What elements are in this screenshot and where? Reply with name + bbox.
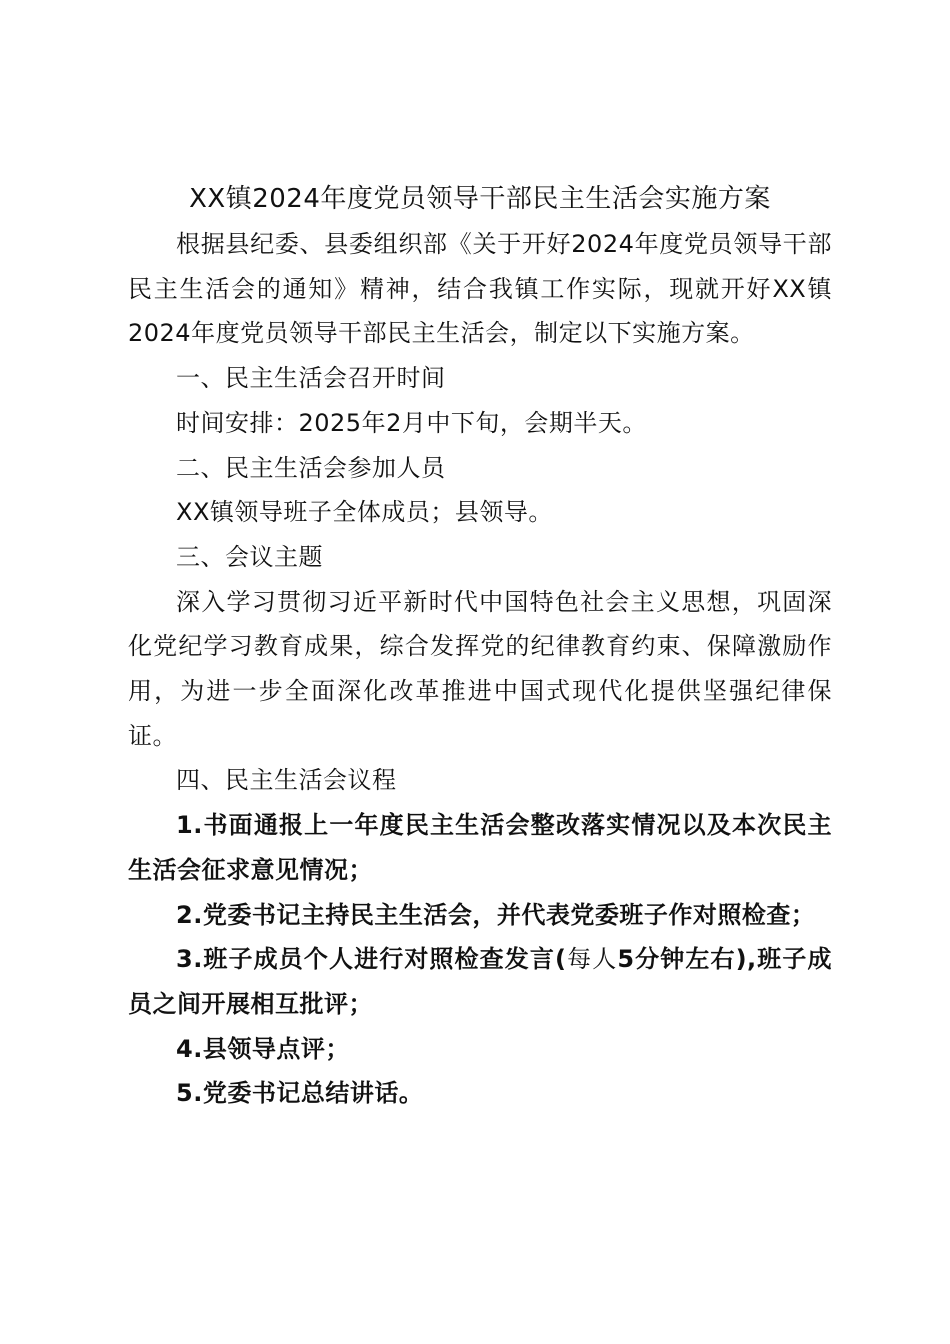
agenda-item-5: 5.党委书记总结讲话。 [176, 1079, 424, 1108]
section-heading-theme: 三、会议主题 [176, 542, 323, 571]
agenda-item-3-paren: 每人 [566, 945, 618, 974]
agenda-item-4: 4.县领导点评； [176, 1034, 350, 1063]
document-title: XX镇2024年度党员领导干部民主生活会实施方案 [189, 184, 771, 214]
section-body-time: 时间安排：2025年2月中下旬，会期半天。 [176, 408, 647, 437]
section-body-theme: 深入学习贯彻习近平新时代中国特色社会主义思想，巩固深化党纪学习教育成果，综合发挥党的纪律教育约束、保障激励作用，为进一步全面深化改革推进中国式现代化提供坚强纪律保证。 [128, 587, 832, 750]
section-body-attendees: XX镇领导班子全体成员；县领导。 [176, 498, 553, 527]
agenda-item-2: 2.党委书记主持民主生活会，并代表党委班子作对照检查； [176, 900, 816, 929]
agenda-item-3-after: 5分钟左右),班子成员之间开展相互批评； [128, 945, 832, 1018]
agenda-item-1: 1.书面通报上一年度民主生活会整改落实情况以及本次民主生活会征求意见情况； [128, 811, 832, 884]
section-heading-time: 一、民主生活会召开时间 [176, 364, 446, 393]
section-heading-agenda: 四、民主生活会议程 [176, 766, 397, 795]
document-page [128, 176, 832, 1116]
intro-paragraph: 根据县纪委、县委组织部《关于开好2024年度党员领导干部民主生活会的通知》精神，结合我镇工作实际，现就开好XX镇2024年度党员领导干部民主生活会，制定以下实施方案。 [128, 230, 832, 348]
agenda-item-3 [128, 937, 832, 1026]
section-heading-attendees: 二、民主生活会参加人员 [176, 453, 446, 482]
agenda-item-3-before: 3.班子成员个人进行对照检查发言( [176, 945, 567, 974]
